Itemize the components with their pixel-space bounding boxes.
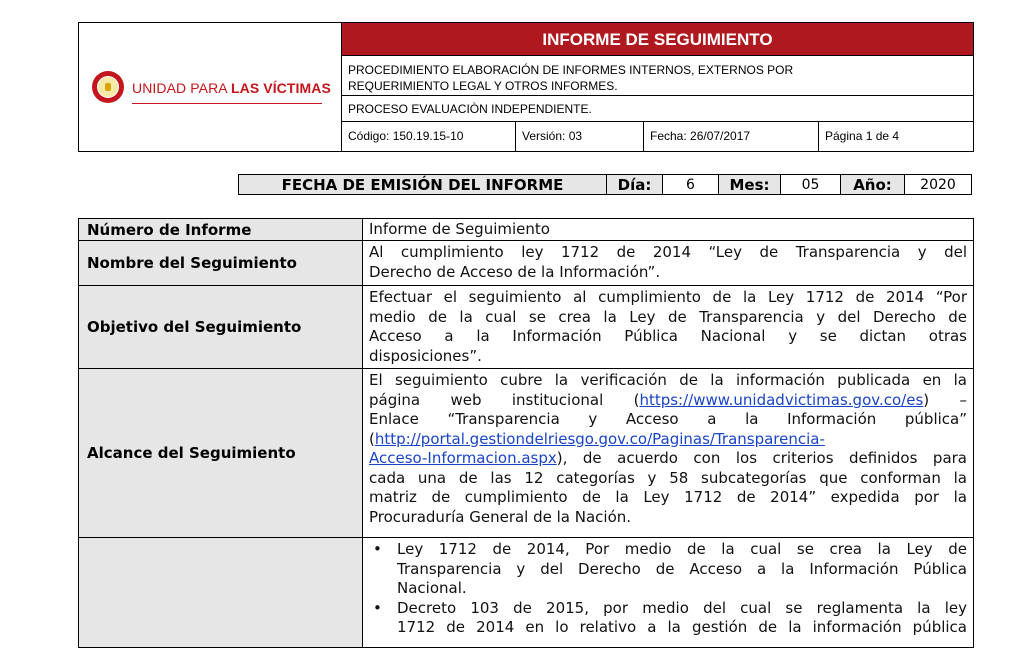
report-title: INFORME DE SEGUIMIENTO	[342, 23, 973, 56]
website-link[interactable]: https://www.unidadvictimas.gov.co/es	[639, 390, 924, 409]
table-row	[78, 241, 974, 286]
logo-cell	[79, 23, 342, 151]
brand-underline	[132, 103, 322, 104]
emission-date-row	[238, 174, 972, 195]
row-value	[363, 538, 974, 648]
day-value: 6	[663, 174, 719, 195]
year-value: 2020	[905, 174, 972, 195]
doc-version: Versión: 03	[515, 122, 643, 151]
row-label: Número de Informe	[78, 219, 363, 241]
list-item: • Ley 1712 de 2014, Por medio de la cual se crea la Ley de Transparencia y del Derecho de Acceso a la Información Pública Nacional.	[369, 540, 967, 599]
emission-label: FECHA DE EMISIÓN DEL INFORME	[238, 174, 607, 195]
table-row	[78, 219, 974, 241]
month-label: Mes:	[719, 174, 781, 195]
process-name: PROCESO EVALUACIÒN INDEPENDIENTE.	[342, 96, 973, 122]
row-label: Alcance del Seguimiento	[78, 369, 363, 538]
procedure-name: PROCEDIMIENTO ELABORACIÓN DE INFORMES INTERNOS, EXTERNOS POR REQUERIMIENTO LEGAL Y OTROS INFORMES.	[342, 56, 973, 96]
table-row	[78, 369, 974, 538]
month-value: 05	[781, 174, 841, 195]
row-label	[78, 538, 363, 648]
row-value: El seguimiento cubre la verificación de la información publicada en la página web institucional (https://www.unidadvictimas.gov.co/es) – Enlace “Transparencia y Acceso a la Información pública” (http://portal.gestiondelriesgo.gov.co/Paginas/Transparencia- Acceso-Informacion.aspx), de acuerdo con los criterios definidos para cada una de las 12 categorías y 58 subcategorías que conforman la matriz de cumplimiento de la Ley 1712 de 2014” expedida por la Procuraduría General de la Nación.	[363, 369, 974, 538]
transparency-link-continued[interactable]: Acceso-Informacion.aspx	[369, 449, 557, 467]
document-meta	[342, 122, 973, 151]
document-header	[78, 22, 974, 152]
table-row	[78, 286, 974, 369]
brand-logo-text: UNIDAD PARA LAS VÍCTIMAS	[132, 80, 331, 96]
row-label: Nombre del Seguimiento	[78, 241, 363, 286]
doc-date: Fecha: 26/07/2017	[643, 122, 818, 151]
row-value: Al cumplimiento ley 1712 de 2014 “Ley de Transparencia y del Derecho de Acceso de la Información”.	[363, 241, 974, 286]
doc-code: Código: 150.19.15-10	[348, 129, 464, 143]
colombia-seal-icon	[92, 71, 124, 103]
row-value: Efectuar el seguimiento al cumplimiento de la Ley 1712 de 2014 “Por medio de la cual se crea la Ley de Transparencia y del Derecho de Acceso a la Información Pública Nacional y se dictan otras disposiciones”.	[363, 286, 974, 369]
row-value: Informe de Seguimiento	[363, 219, 974, 241]
list-item: • Decreto 103 de 2015, por medio del cual se reglamenta la ley 1712 de 2014 en lo relativo a la gestión de la información pública	[369, 599, 967, 638]
table-row	[78, 538, 974, 648]
row-label: Objetivo del Seguimiento	[78, 286, 363, 369]
day-label: Día:	[607, 174, 663, 195]
doc-page: Página 1 de 4	[818, 122, 973, 151]
transparency-link[interactable]: http://portal.gestiondelriesgo.gov.co/Paginas/Transparencia-	[374, 429, 825, 448]
year-label: Año:	[841, 174, 905, 195]
report-info-table	[78, 218, 974, 636]
